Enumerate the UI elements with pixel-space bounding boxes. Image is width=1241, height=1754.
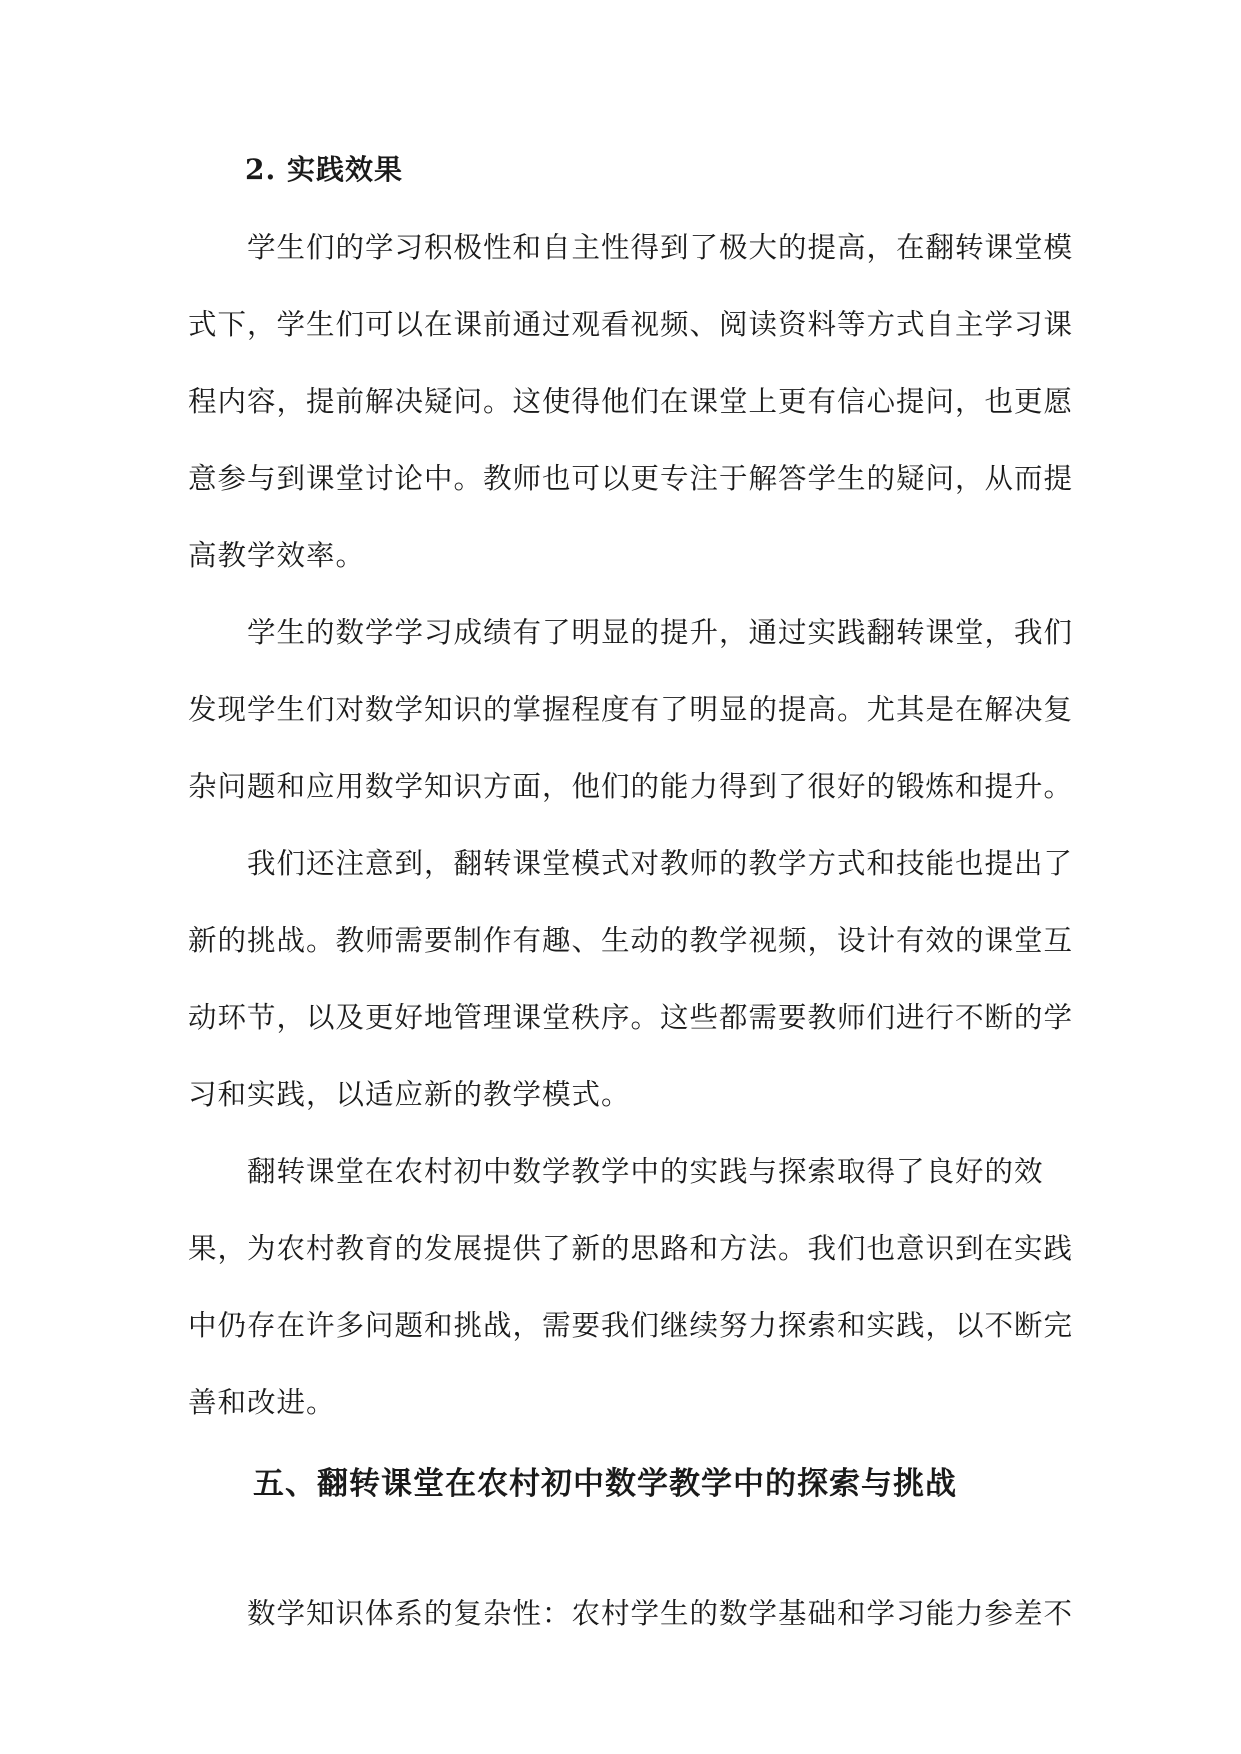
paragraph-4-line-4: 善和改进。 — [188, 1386, 336, 1419]
paragraph-2-line-3: 杂问题和应用数学知识方面，他们的能力得到了很好的锻炼和提升。 — [188, 770, 1074, 803]
paragraph-4-line-3: 中仍存在许多问题和挑战，需要我们继续努力探索和实践，以不断完 — [188, 1309, 1074, 1342]
paragraph-3-line-2: 新的挑战。教师需要制作有趣、生动的教学视频，设计有效的课堂互 — [188, 924, 1074, 957]
paragraph-3-line-3: 动环节，以及更好地管理课堂秩序。这些都需要教师们进行不断的学 — [188, 1001, 1074, 1034]
paragraph-1-line-4: 意参与到课堂讨论中。教师也可以更专注于解答学生的疑问，从而提 — [188, 462, 1074, 495]
paragraph-1-line-3: 程内容，提前解决疑问。这使得他们在课堂上更有信心提问，也更愿 — [188, 385, 1074, 418]
paragraph-1-line-5: 高教学效率。 — [188, 539, 366, 572]
paragraph-2-line-2: 发现学生们对数学知识的掌握程度有了明显的提高。尤其是在解决复 — [188, 693, 1074, 726]
final-paragraph-line-1: 数学知识体系的复杂性：农村学生的数学基础和学习能力参差不 — [247, 1597, 1074, 1630]
paragraph-3-line-1: 我们还注意到，翻转课堂模式对教师的教学方式和技能也提出了 — [247, 847, 1074, 880]
subsection-title: 2. 实践效果 — [245, 153, 403, 186]
section-heading: 五、翻转课堂在农村初中数学教学中的探索与挑战 — [253, 1466, 957, 1502]
paragraph-1-line-2: 式下，学生们可以在课前通过观看视频、阅读资料等方式自主学习课 — [188, 308, 1074, 341]
paragraph-1-line-1: 学生们的学习积极性和自主性得到了极大的提高，在翻转课堂模 — [247, 231, 1074, 264]
paragraph-4-line-2: 果，为农村教育的发展提供了新的思路和方法。我们也意识到在实践 — [188, 1232, 1074, 1265]
paragraph-3-line-4: 习和实践，以适应新的教学模式。 — [188, 1078, 631, 1111]
paragraph-4-line-1: 翻转课堂在农村初中数学教学中的实践与探索取得了良好的效 — [247, 1155, 1044, 1188]
paragraph-2-line-1: 学生的数学学习成绩有了明显的提升，通过实践翻转课堂，我们 — [247, 616, 1074, 649]
